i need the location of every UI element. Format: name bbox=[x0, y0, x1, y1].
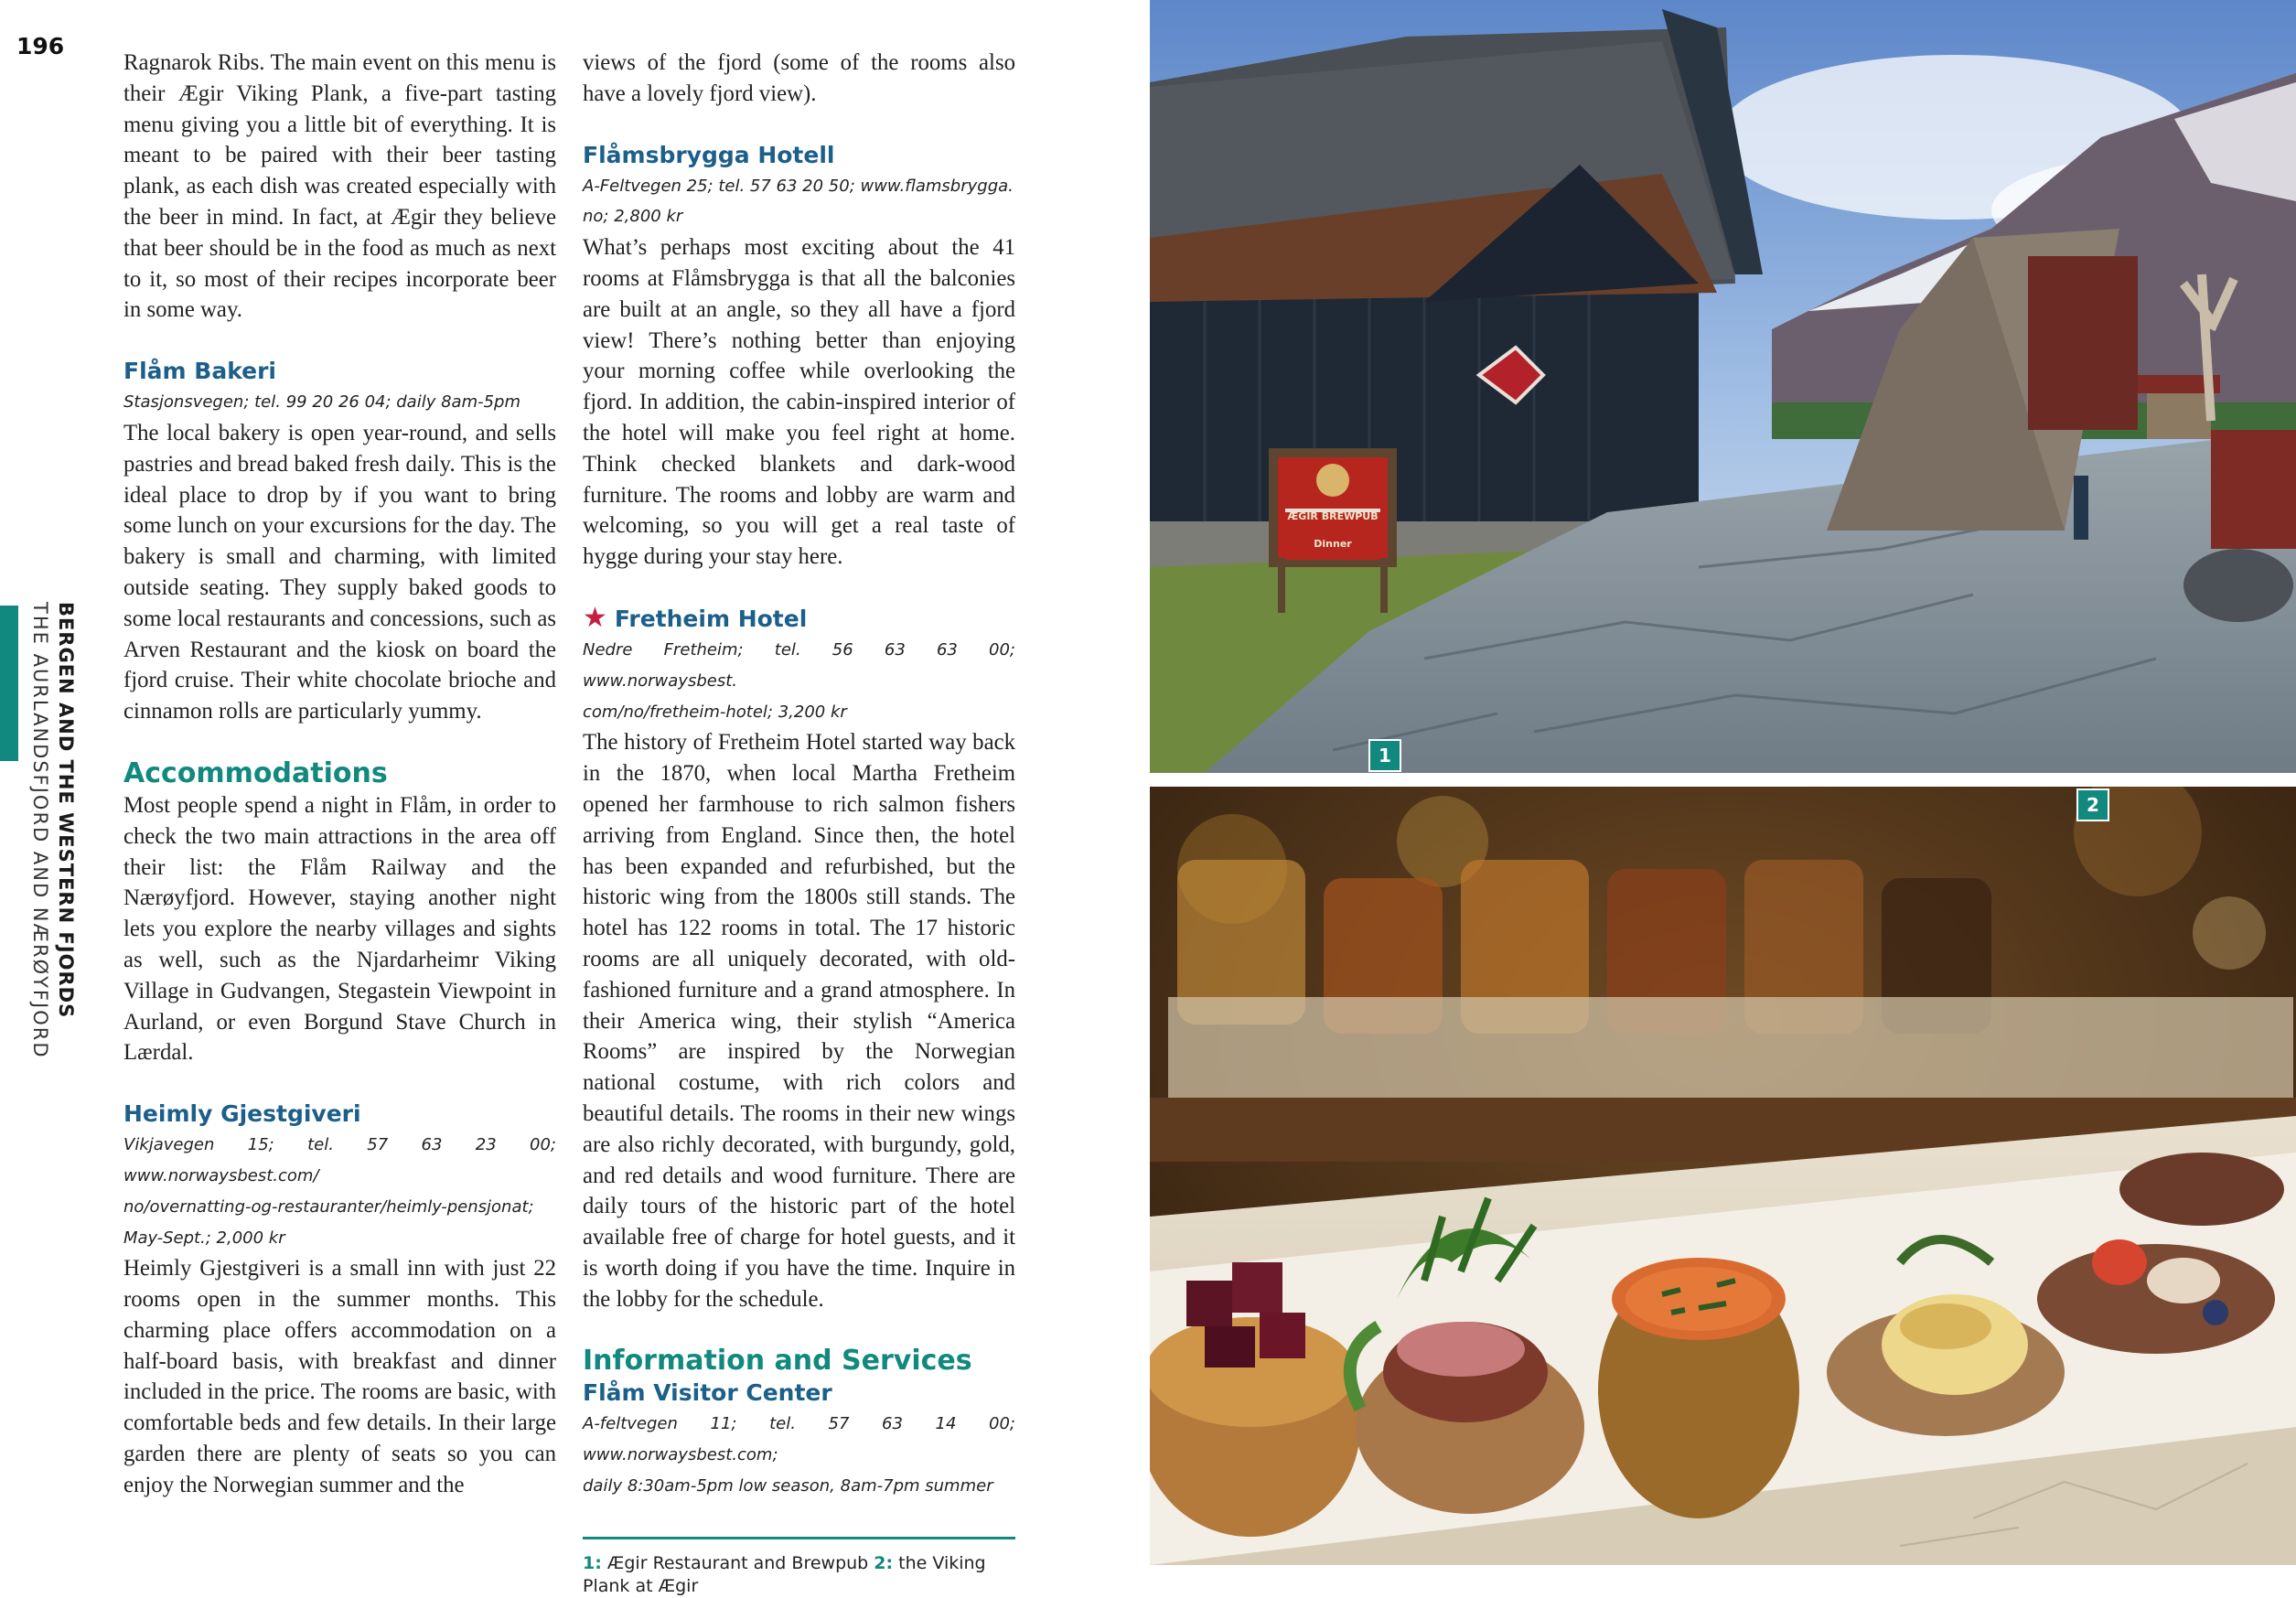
section-title: THE AURLANDSFJORD AND NÆRØYFJORD bbox=[29, 602, 51, 1059]
listing-meta: no/overnatting-og-restauranter/heimly-pensjonat; bbox=[123, 1196, 534, 1217]
chapter-title: BERGEN AND THE WESTERN FJORDS bbox=[55, 602, 77, 1019]
listing-meta: A-Feltvegen 25; tel. 57 63 20 50; www.flamsbrygga. bbox=[583, 176, 1014, 196]
text-column-left bbox=[123, 48, 556, 1501]
sign-text-dinner: Dinner bbox=[1314, 538, 1352, 550]
listing-meta: Stasjonsvegen; tel. 99 20 26 04; daily 8am-5pm bbox=[123, 392, 521, 413]
photo-viking-plank bbox=[1150, 787, 2296, 1565]
listing-title-text: Fretheim Hotel bbox=[614, 605, 808, 632]
listing-body: The history of Fretheim Hotel started way back in the 1870, when local Martha Fretheim opened her farmhouse to rich salmon fishers arriving from England. Since then, the hotel has been expanded and refurbished, but the historic wing from the 1800s still stands. The hotel has 122 rooms in total. The 17 historic rooms are all uniquely decorated, with old-fashioned furniture and a grand atmosphere. In their America wing, their stylish “America Rooms” are inspired by the Norwegian national costume, with rich colors and beautiful details. The rooms in their new wings are also richly decorated, with burgundy, gold, and red details and wood furniture. There are daily tours of the historic part of the hotel available free of charge for hotel guests, and it is worth doing if you have the time. Inquire in the lobby for the schedule. bbox=[583, 730, 1015, 1312]
listing-meta: A-feltvegen 11; tel. 57 63 14 00; www.norwaysbest.com; bbox=[583, 1414, 1015, 1465]
listing-title-flamsbrygga: Flåmsbrygga Hotell bbox=[583, 141, 835, 168]
star-icon: ★ bbox=[583, 601, 607, 634]
listing-meta: no; 2,800 kr bbox=[583, 207, 683, 227]
listing-body: The local bakery is open year-round, and sells pastries and bread baked fresh daily. This is the ideal place to drop by if you want to bring some lunch on your excursions for the day. The bakery is small and charming, with limited outside seating. They supply baked goods to some local restaurants and concessions, such as Arven Restaurant and the kiosk on board the fjord cruise. Their white chocolate brioche and cinnamon rolls are particularly yummy. bbox=[123, 420, 556, 724]
section-heading-accommodations: Accommodations bbox=[123, 756, 388, 789]
chapter-tab-marker bbox=[0, 606, 18, 761]
running-header bbox=[24, 602, 79, 1078]
listing-meta: Nedre Fretheim; tel. 56 63 63 00; www.norwaysbest. bbox=[583, 639, 1015, 691]
caption-text: Ægir Restaurant and Brewpub bbox=[601, 1552, 874, 1573]
page-number: 196 bbox=[16, 33, 65, 59]
caption-number: 2: bbox=[874, 1552, 894, 1573]
listing-meta: Vikjavegen 15; tel. 57 63 23 00; www.norwaysbest.com/ bbox=[123, 1135, 556, 1185]
listing-body: What’s perhaps most exciting about the 41 rooms at Flåmsbrygga is that all the balconies are built at an angle, so they all have a fjord view! There’s nothing better than enjoying your morning coffee while overlooking the fjord. In addition, the cabin-inspired interior of the hotel will make you feel right at home. Think checked blankets and dark-wood furniture. The rooms and lobby are warm and welcoming, so you will get a real taste of hygge during your stay here. bbox=[583, 235, 1015, 570]
listing-meta: com/no/fretheim-hotel; 3,200 kr bbox=[583, 702, 847, 722]
section-heading-information: Information and Services bbox=[583, 1345, 972, 1378]
photo-aegir-brewpub bbox=[1150, 0, 2296, 773]
listing-meta: daily 8:30am-5pm low season, 8am-7pm summer bbox=[583, 1476, 993, 1496]
section-body: Most people spend a night in Flåm, in order to check the two main attractions in the area off their list: the Flåm Railway and the Nærøyfjord. However, staying another night lets you explore the nearby villages and sights as well, such as the Njardarheimr Viking Village in Gudvangen, Stegastein Viewpoint in Aurland, or even Borgund Stave Church in Lærdal. bbox=[123, 792, 556, 1066]
intro-paragraph: views of the fjord (some of the rooms also have a lovely fjord view). bbox=[583, 50, 1015, 106]
sign-text-brewpub: ÆGIR BREWPUB bbox=[1287, 510, 1379, 522]
listing-title-fretheim bbox=[583, 603, 1015, 635]
intro-paragraph: Ragnarok Ribs. The main event on this menu is their Ægir Viking Plank, a five-part tasting menu giving you a little bit of everything. It is meant to be paired with their beer tasting plank, as each dish was created especially with the beer in mind. In fact, at Ægir they believe that beer should be in the food as much as next to it, so most of their recipes incorporate beer in some way. bbox=[123, 50, 556, 323]
text-column-right bbox=[583, 48, 1015, 1598]
caption-text: the Viking Plank at Ægir bbox=[583, 1552, 986, 1596]
listing-title-flam-bakeri: Flåm Bakeri bbox=[123, 358, 277, 385]
listing-title-visitor-center: Flåm Visitor Center bbox=[583, 1379, 832, 1407]
caption-number: 1: bbox=[583, 1552, 602, 1573]
listing-meta: May-Sept.; 2,000 kr bbox=[123, 1228, 285, 1248]
listing-body: Heimly Gjestgiveri is a small inn with just 22 rooms open in the summer months. This charming place offers accommodation on a half-board basis, with breakfast and dinner included in the price. The rooms are basic, with comfortable beds and few details. In their large garden there are plenty of seats so you can enjoy the Norwegian summer and the bbox=[123, 1256, 556, 1497]
listing-title-heimly: Heimly Gjestgiveri bbox=[123, 1100, 361, 1128]
caption-divider bbox=[583, 1537, 1015, 1539]
photo-number-badge-2: 2 bbox=[2076, 788, 2109, 821]
photo-caption bbox=[583, 1552, 1015, 1598]
photo-number-badge-1: 1 bbox=[1368, 739, 1401, 772]
